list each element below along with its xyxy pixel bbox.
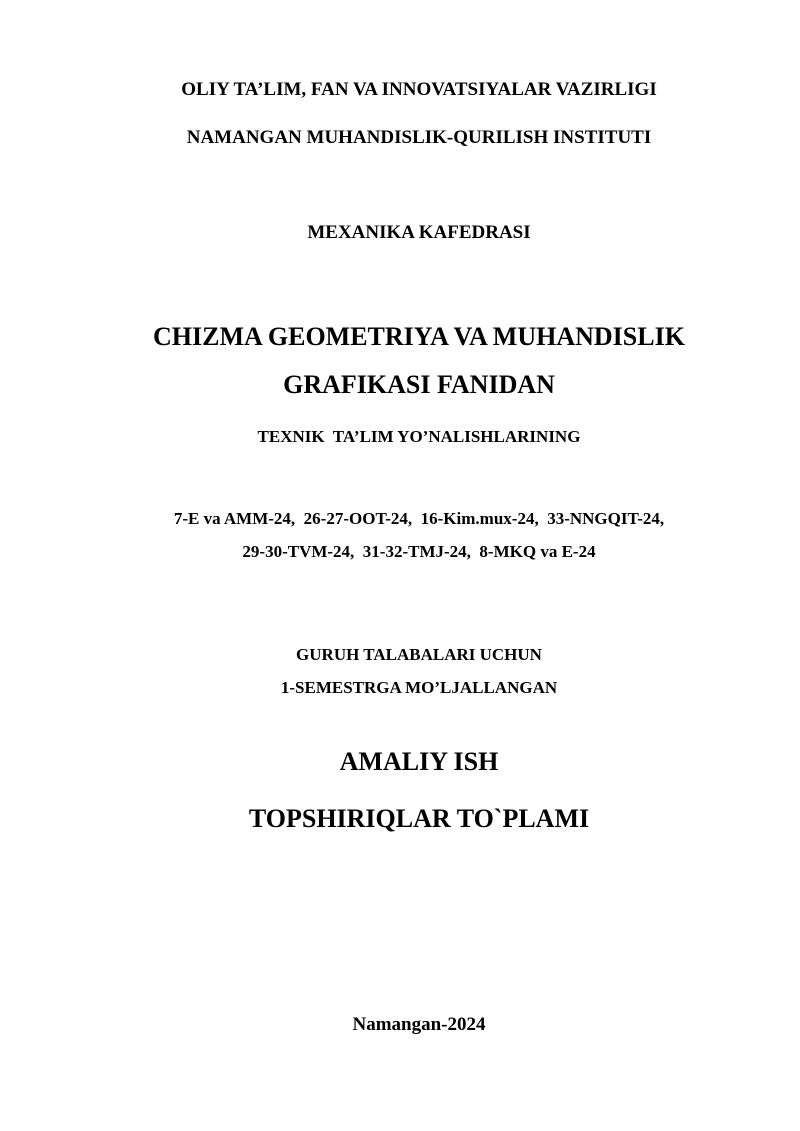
- direction-label: TEXNIK TA’LIM YO’NALISHLARINING: [257, 427, 581, 446]
- department-heading: MEXANIKA KAFEDRASI: [307, 222, 531, 243]
- work-title-line-2: TOPSHIRIQLAR TO`PLAMI: [248, 804, 590, 833]
- ministry-heading: OLIY TA’LIM, FAN VA INNOVATSIYALAR VAZIRLIGI: [181, 79, 657, 100]
- place-year: Namangan-2024: [352, 1014, 486, 1035]
- institute-heading: NAMANGAN MUHANDISLIK-QURILISH INSTITUTI: [186, 127, 652, 148]
- subject-title-line-1: CHIZMA GEOMETRIYA VA MUHANDISLIK: [153, 322, 685, 351]
- groups-line-1: 7-E va AMM-24, 26-27-OOT-24, 16-Kim.mux-24, 33-NNGQIT-24,: [173, 509, 665, 528]
- students-label: GURUH TALABALARI UCHUN: [296, 645, 542, 664]
- work-title-line-1: AMALIY ISH: [339, 747, 499, 776]
- semester-label: 1-SEMESTRGA MO’LJALLANGAN: [280, 678, 558, 697]
- groups-line-2: 29-30-TVM-24, 31-32-TMJ-24, 8-MKQ va E-24: [242, 542, 596, 561]
- subject-title-line-2: GRAFIKASI FANIDAN: [283, 370, 555, 399]
